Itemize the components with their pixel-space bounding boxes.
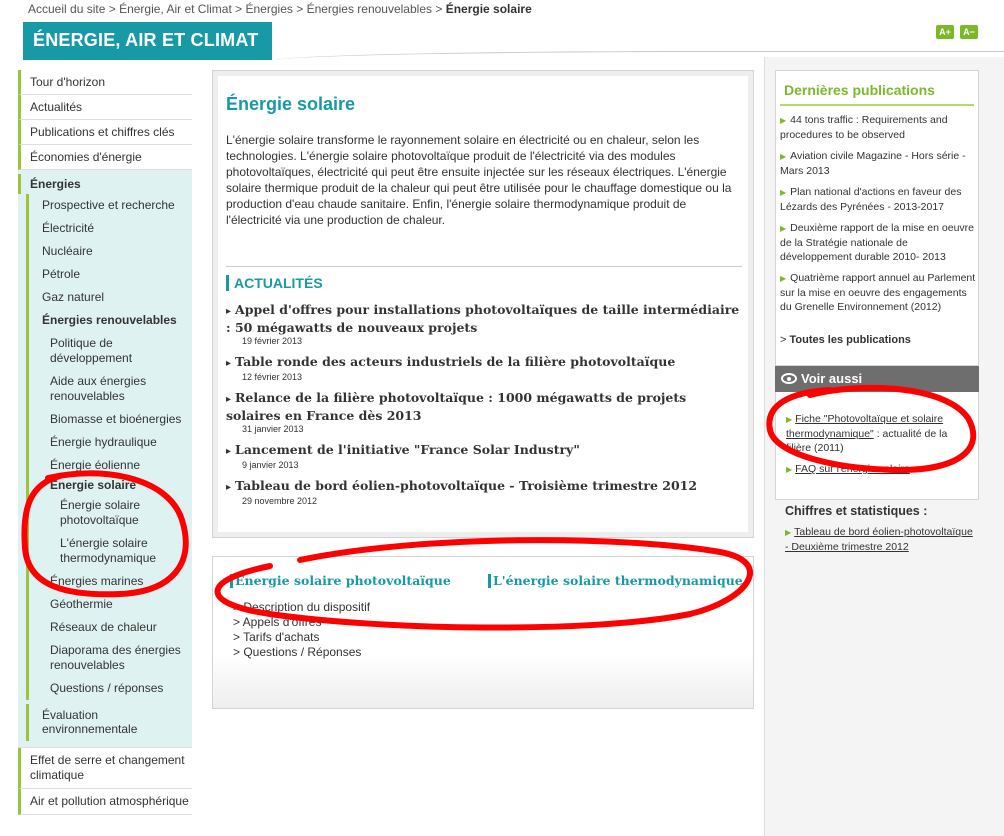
all-publications-link[interactable] — [780, 334, 911, 346]
publication-item[interactable] — [780, 221, 976, 264]
see-also-title: Voir aussi — [801, 371, 863, 386]
nav-item-energies[interactable]: Énergies — [18, 174, 192, 194]
statistics-title: Chiffres et statistiques : — [785, 504, 928, 518]
link-description-dispositif[interactable]: > Description du dispositif — [233, 600, 371, 614]
subtopic-thermodynamique-link[interactable]: L'énergie solaire thermodynamique — [488, 574, 743, 588]
nav-item-aide-energies[interactable]: Aide aux énergies renouvelables — [26, 370, 192, 408]
divider — [226, 266, 742, 267]
section-banner-title: ÉNERGIE, AIR ET CLIMAT — [33, 30, 259, 50]
breadcrumb-home[interactable]: Accueil du site — [28, 2, 106, 16]
news-title-link[interactable]: ▸ Tableau de bord éolien-photovoltaïque - Troisième trimestre 2012 — [226, 478, 742, 496]
breadcrumb-energies-renouvelables[interactable]: Énergies renouvelables — [306, 2, 432, 16]
faq-solaire-link[interactable]: FAQ sur l'énergie solaire — [795, 463, 910, 475]
fiche-photovoltaique-link[interactable]: Fiche "Photovoltaïque et solaire thermodynamique" — [786, 413, 944, 440]
nav-item-energies-marines[interactable]: Énergies marines — [26, 570, 192, 593]
page-title: Énergie solaire — [226, 94, 356, 114]
nav-item-electricite[interactable]: Électricité — [26, 217, 192, 240]
triangle-bullet-icon: ▶ — [785, 528, 792, 537]
publications-list — [780, 113, 976, 321]
publication-item[interactable] — [780, 113, 976, 142]
news-date: 9 janvier 2013 — [242, 460, 299, 470]
nav-item-evaluation[interactable]: Évaluation environnementale — [26, 704, 192, 741]
nav-item-diaporama[interactable]: Diaporama des énergies renouvelables — [26, 639, 192, 677]
triangle-bullet-icon: ▶ — [780, 188, 787, 197]
eye-icon — [781, 373, 797, 384]
link-appels-offres[interactable]: > Appels d'offres — [233, 615, 322, 629]
publication-item[interactable] — [780, 271, 976, 314]
latest-publications-title: Dernières publications — [784, 82, 935, 98]
link-tarifs-achats[interactable]: > Tarifs d'achats — [233, 630, 320, 644]
news-item — [226, 390, 742, 435]
news-title-link[interactable]: ▸ Appel d'offres pour installations photovoltaïques de taille intermédiaire : 50 mégawatts de nouveaux projets — [226, 302, 742, 336]
nav-item-nucleaire[interactable]: Nucléaire — [26, 240, 192, 263]
nav-item-reseaux-chaleur[interactable]: Réseaux de chaleur — [26, 616, 192, 639]
font-decrease-button[interactable]: A− — [960, 25, 978, 39]
nav-item-prospective[interactable]: Prospective et recherche — [26, 194, 192, 217]
latest-publications-box — [775, 70, 979, 366]
nav-item-actualites[interactable]: Actualités — [18, 95, 192, 120]
see-also-box — [775, 392, 979, 500]
nav-item-energie-solaire[interactable]: Énergie solaire — [26, 477, 192, 494]
nav-item-hydraulique[interactable]: Énergie hydraulique — [26, 431, 192, 454]
publication-item[interactable] — [780, 185, 976, 214]
nav-item-energies-renouvelables[interactable]: Énergies renouvelables — [26, 309, 192, 332]
main-content-box — [212, 70, 754, 538]
nav-item-biomasse[interactable]: Biomasse et bioénergies — [26, 408, 192, 431]
nav-item-effet-de-serre[interactable]: Effet de serre et changement climatique — [18, 748, 192, 789]
nav-item-eolienne[interactable]: Énergie éolienne — [26, 454, 192, 477]
breadcrumb-energies[interactable]: Énergies — [245, 2, 293, 16]
nav-item-tour-horizon[interactable]: Tour d'horizon — [18, 70, 192, 95]
publication-title: Aviation civile Magazine - Hors série - Mars 2013 — [780, 150, 966, 177]
subtopic-links — [233, 600, 370, 660]
breadcrumb-separator: > — [235, 2, 243, 16]
nav-item-economies-energie[interactable]: Économies d'énergie — [18, 145, 192, 170]
see-also-item-suffix: : actualité de la filière (2011) — [786, 428, 948, 454]
news-list — [226, 302, 742, 514]
news-item — [226, 442, 742, 471]
nav-item-solaire-thermodynamique[interactable]: L'énergie solaire thermodynamique — [26, 532, 192, 570]
publication-title: Plan national d'actions en faveur des Lézards des Pyrénées - 2013-2017 — [780, 186, 962, 213]
nav-item-geothermie[interactable]: Géothermie — [26, 593, 192, 616]
see-also-item — [786, 412, 974, 455]
see-also-item — [786, 462, 974, 477]
breadcrumb-separator: > — [108, 2, 116, 16]
news-title-link[interactable]: ▸ Lancement de l'initiative "France Solar Industry" — [226, 442, 742, 460]
subtopics-box — [212, 556, 754, 709]
news-date: 29 novembre 2012 — [242, 496, 318, 506]
nav-item-solaire-photovoltaique[interactable]: Énergie solaire photovoltaïque — [26, 494, 192, 532]
nav-item-politique-developpement[interactable]: Politique de développement — [26, 332, 192, 370]
section-banner — [23, 22, 272, 60]
news-date: 12 février 2013 — [242, 372, 303, 382]
publication-title: 44 tons traffic : Requirements and procedures to be observed — [780, 114, 948, 141]
triangle-bullet-icon: ▶ — [780, 274, 787, 283]
link-questions-reponses[interactable]: > Questions / Réponses — [233, 645, 362, 659]
font-increase-button[interactable]: A+ — [936, 25, 954, 39]
left-navigation — [18, 70, 192, 815]
news-title-link[interactable]: ▸ Relance de la filière photovoltaïque : 1000 mégawatts de projets solaires en France dès 2013 — [226, 390, 742, 424]
statistics-item — [785, 525, 975, 554]
news-title-link[interactable]: ▸ Table ronde des acteurs industriels de la filière photovoltaïque — [226, 354, 742, 372]
nav-group-energies — [18, 170, 192, 748]
news-heading: ACTUALITÉS — [226, 275, 323, 291]
publication-item[interactable] — [780, 149, 976, 178]
nav-item-petrole[interactable]: Pétrole — [26, 263, 192, 286]
triangle-bullet-icon: ▶ — [780, 116, 787, 125]
nav-item-questions-reponses[interactable]: Questions / réponses — [26, 677, 192, 700]
news-date: 19 février 2013 — [242, 336, 303, 346]
publication-title: Deuxième rapport de la mise en oeuvre de la Stratégie nationale de développement durable 2010- 2013 — [780, 222, 975, 263]
news-date: 31 janvier 2013 — [242, 424, 304, 434]
news-item — [226, 302, 742, 347]
triangle-bullet-icon: ▶ — [786, 465, 793, 474]
intro-paragraph: L'énergie solaire transforme le rayonnement solaire en électricité ou en chaleur, selon les technologies. L'énergie solaire photovoltaïque produit de l'électricité via des modules photovoltaïques, électricité qui peut être ensuite injectée sur les réseaux électriques. L'énergie solaire thermique produit de la chaleur qui peut être utilisée pour le chauffage domestique ou la production d'eau chaude sanitaire. Enfin, l'énergie solaire thermodynamique produit de l'électricité via une production de chaleur. — [226, 133, 732, 227]
triangle-bullet-icon: ▶ — [780, 152, 787, 161]
divider — [780, 104, 974, 106]
all-publications-prefix: > — [780, 334, 787, 346]
publication-title: Quatrième rapport annuel au Parlement sur la mise en oeuvre des engagements du Grenelle Environnement (2012) — [780, 272, 976, 313]
triangle-bullet-icon: ▶ — [780, 224, 787, 233]
news-item — [226, 478, 742, 507]
tableau-de-bord-link[interactable]: Tableau de bord éolien-photovoltaïque - Deuxième trimestre 2012 — [785, 526, 973, 553]
nav-item-air-pollution[interactable]: Air et pollution atmosphérique — [18, 789, 192, 815]
breadcrumb-energie-air-climat[interactable]: Énergie, Air et Climat — [119, 2, 232, 16]
breadcrumb — [28, 2, 532, 16]
breadcrumb-current: Énergie solaire — [445, 2, 532, 16]
nav-item-publications[interactable]: Publications et chiffres clés — [18, 120, 192, 145]
breadcrumb-separator: > — [296, 2, 304, 16]
breadcrumb-separator: > — [435, 2, 443, 16]
see-also-header — [775, 366, 979, 392]
all-publications-label: Toutes les publications — [789, 334, 911, 346]
nav-item-gaz-naturel[interactable]: Gaz naturel — [26, 286, 192, 309]
subtopic-photovoltaique-link[interactable]: Énergie solaire photovoltaïque — [230, 574, 451, 588]
news-item — [226, 354, 742, 383]
triangle-bullet-icon: ▶ — [786, 415, 793, 424]
